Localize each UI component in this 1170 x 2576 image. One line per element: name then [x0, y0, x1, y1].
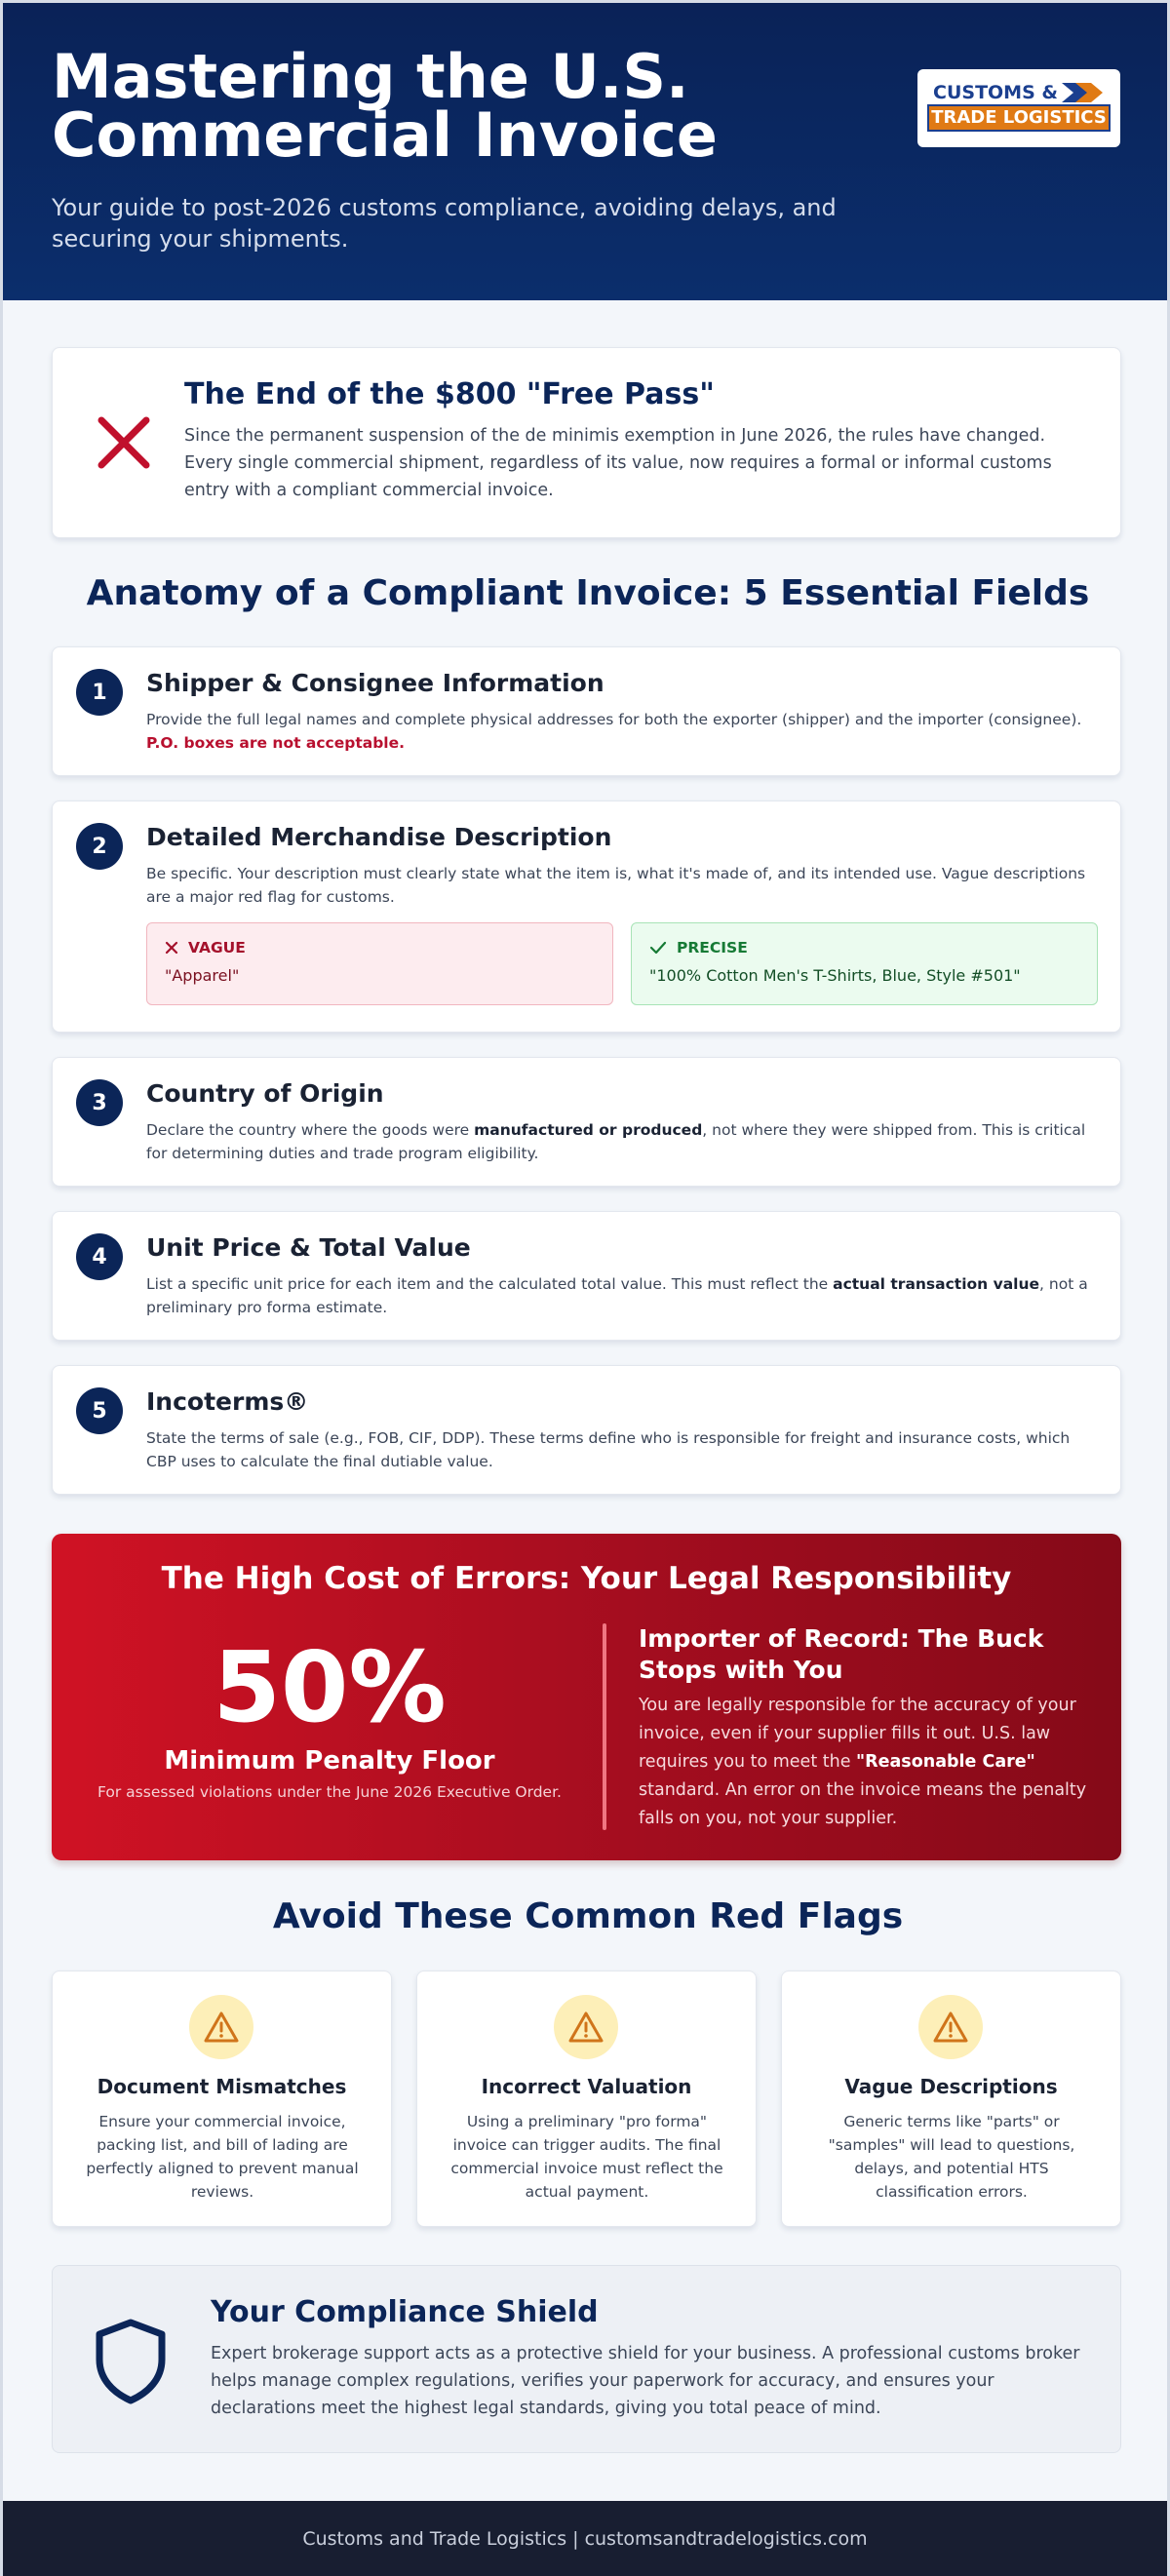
importer-text: You are legally responsible for the accuracy of your invoice, even if your supplier fills it out. U.S. law requires you to meet the — [639, 1696, 1076, 1772]
field-card-shipper — [52, 646, 1121, 776]
field-body: State the terms of sale (e.g., FOB, CIF, DDP). These terms define who is responsible for freight and insurance costs, which CBP uses to calculate the final dutiable value. — [146, 1429, 1071, 1470]
penalty-stat-note: For assessed violations under the June 2026 Executive Order. — [98, 1783, 562, 1801]
anatomy-title: Anatomy of a Compliant Invoice: 5 Essential Fields — [86, 573, 1090, 613]
field-title: Incoterms® — [146, 1387, 309, 1416]
field-bold: manufactured or produced — [474, 1121, 703, 1139]
field-text: List a specific unit price for each item and the calculated total value. This must reflect the — [146, 1275, 834, 1293]
field-card-value — [52, 1211, 1121, 1341]
vague-label: VAGUE — [188, 939, 246, 956]
field-title: Country of Origin — [146, 1079, 384, 1108]
field-title: Detailed Merchandise Description — [146, 823, 612, 851]
x-icon — [165, 941, 178, 955]
warning-icon — [554, 1995, 618, 2059]
field-text: , not where they were shipped from. This is critical for determining duties and trade program eligibility. — [146, 1121, 1086, 1162]
shield-title: Your Compliance Shield — [211, 2295, 599, 2329]
vague-example: "Apparel" — [165, 966, 240, 985]
vague-label-row — [165, 939, 595, 956]
importer-text: standard. An error on the invoice means the penalty falls on you, not your supplier. — [639, 1780, 1087, 1828]
field-text: Provide the full legal names and complete physical addresses for both the exporter (shipper) and the importer (consignee). — [146, 711, 1082, 728]
hero-header — [3, 3, 1167, 300]
precise-example: "100% Cotton Men's T-Shirts, Blue, Style #501" — [649, 966, 1021, 985]
flag-body: Using a preliminary "pro forma" invoice can trigger audits. The final commercial invoice must reflect the actual payment. — [450, 2113, 723, 2201]
divider — [603, 1623, 606, 1830]
field-title: Shipper & Consignee Information — [146, 669, 604, 697]
step-number: 2 — [76, 823, 123, 870]
flag-title: Incorrect Valuation — [481, 2075, 692, 2098]
flag-card-descriptions — [781, 1971, 1121, 2227]
field-body — [146, 1118, 1097, 1165]
warning-icon — [189, 1995, 254, 2059]
field-emphasis: P.O. boxes are not acceptable. — [146, 734, 406, 752]
importer-body — [639, 1692, 1097, 1833]
page-title: Mastering the U.S. Commercial Invoice — [52, 41, 718, 171]
logo-top — [927, 81, 1111, 104]
flag-title: Vague Descriptions — [844, 2075, 1058, 2098]
page-subtitle: Your guide to post-2026 customs compliance, avoiding delays, and securing your shipments. — [52, 194, 837, 253]
logo-line2: TRADE LOGISTICS — [927, 104, 1111, 132]
step-number: 1 — [76, 669, 123, 716]
field-title: Unit Price & Total Value — [146, 1233, 471, 1262]
company-logo — [917, 69, 1120, 147]
step-number: 4 — [76, 1233, 123, 1280]
field-text: Declare the country where the goods were — [146, 1121, 475, 1139]
intro-card — [52, 347, 1121, 538]
footer — [3, 2501, 1167, 2576]
x-icon — [96, 414, 152, 471]
intro-body: Since the permanent suspension of the de minimis exemption in June 2026, the rules have changed. Every single commercial shipment, regardless of its value, now requires a formal or informal customs entry with a compliant commercial invoice. — [184, 426, 1052, 500]
intro-title: The End of the $800 "Free Pass" — [184, 377, 715, 411]
flag-body: Ensure your commercial invoice, packing list, and bill of lading are perfectly aligned to prevent manual reviews. — [86, 2113, 359, 2201]
field-body: Be specific. Your description must clearly state what the item is, what it's made of, and its intended use. Vague descriptions are a major red flag for customs. — [146, 865, 1086, 906]
flag-card-valuation — [416, 1971, 757, 2227]
penalty-stat: 50% — [213, 1630, 447, 1744]
field-text: , not a preliminary pro forma estimate. — [146, 1275, 1088, 1316]
vague-example-box — [146, 922, 613, 1005]
red-flags-title: Avoid These Common Red Flags — [272, 1896, 904, 1936]
flag-title: Document Mismatches — [97, 2075, 347, 2098]
shield-body: Expert brokerage support acts as a protective shield for your business. A professional customs broker helps manage complex regulations, verifies your paperwork for accuracy, and ensures your declarations meet the highest legal standards, giving you total peace of mind. — [211, 2344, 1080, 2418]
step-number: 3 — [76, 1079, 123, 1126]
compliance-shield-card — [52, 2265, 1121, 2453]
arrow-icon — [1062, 83, 1105, 102]
importer-heading: Importer of Record: The Buck Stops with You — [639, 1624, 1044, 1684]
penalty-title: The High Cost of Errors: Your Legal Responsibility — [161, 1561, 1012, 1596]
precise-label: PRECISE — [677, 939, 748, 956]
warning-icon — [918, 1995, 983, 2059]
footer-text: Customs and Trade Logistics | customsandtradelogistics.com — [302, 2527, 868, 2550]
importer-bold: "Reasonable Care" — [856, 1752, 1035, 1772]
field-bold: actual transaction value — [833, 1275, 1040, 1293]
flag-card-mismatches — [52, 1971, 392, 2227]
field-card-description — [52, 800, 1121, 1033]
flag-body: Generic terms like "parts" or "samples" will lead to questions, delays, and potential HTS classification errors. — [828, 2113, 1075, 2201]
penalty-stat-label: Minimum Penalty Floor — [164, 1746, 495, 1776]
field-body — [146, 708, 1097, 755]
field-card-incoterms — [52, 1365, 1121, 1495]
check-icon — [649, 941, 667, 955]
precise-label-row — [649, 939, 1079, 956]
field-card-origin — [52, 1057, 1121, 1187]
precise-example-box — [631, 922, 1098, 1005]
logo-line1: CUSTOMS & — [933, 82, 1058, 103]
field-body — [146, 1272, 1097, 1319]
shield-icon — [94, 2317, 168, 2404]
penalty-section — [52, 1534, 1121, 1860]
step-number: 5 — [76, 1387, 123, 1434]
